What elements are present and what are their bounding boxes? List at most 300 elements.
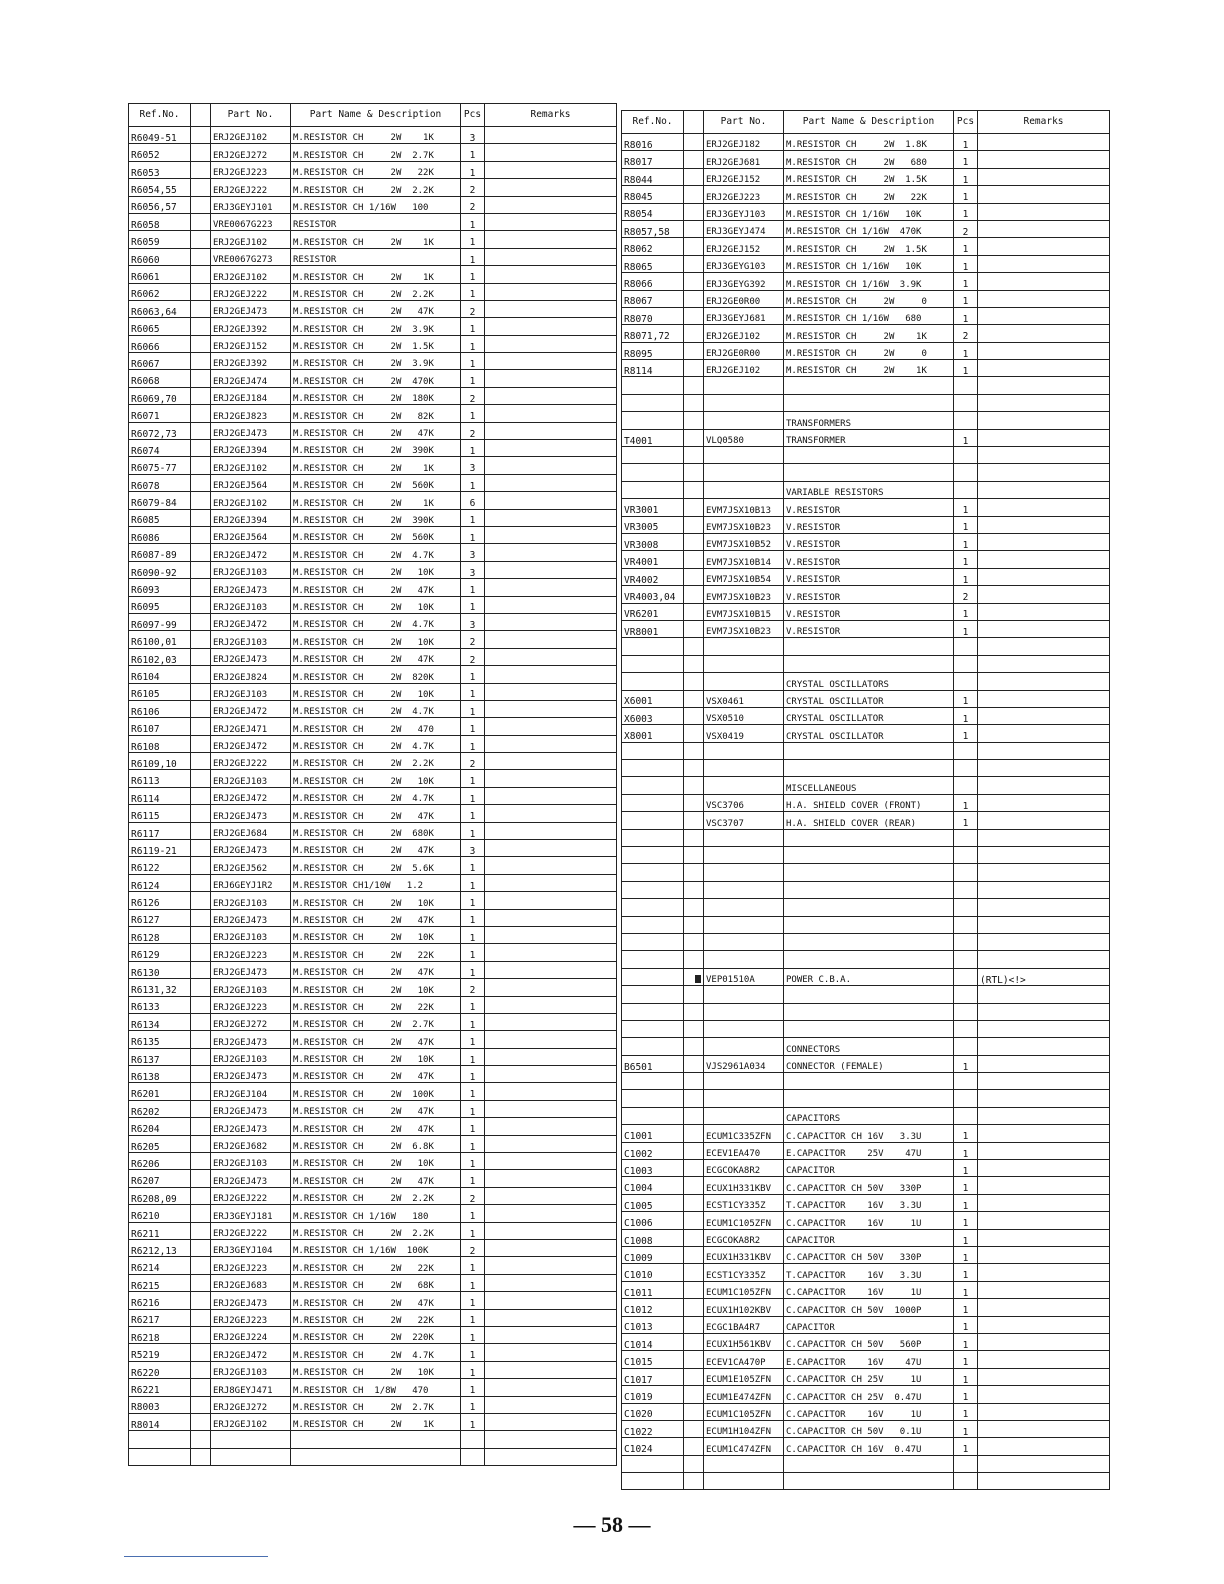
cell-pcs: 1 — [461, 944, 485, 961]
cell-name-desc: C.CAPACITOR 16V 1U — [784, 1281, 954, 1298]
cell-ref-no: R6065 — [129, 318, 191, 335]
cell-mark — [684, 1212, 704, 1229]
cell-part-no: ECUM1C105ZFN — [704, 1403, 784, 1420]
cell-part-no: ERJ2GEJ103 — [211, 926, 291, 943]
cell-ref-no: R5219 — [129, 1344, 191, 1361]
cell-pcs — [954, 760, 978, 777]
cell-name-desc: M.RESISTOR CH 2W 82K — [291, 405, 461, 422]
cell-part-no: ERJ2GEJ103 — [211, 683, 291, 700]
cell-name-desc — [784, 847, 954, 864]
cell-ref-no — [622, 394, 684, 411]
cell-name-desc — [291, 1448, 461, 1465]
table-row — [622, 1403, 1110, 1420]
cell-name-desc: M.RESISTOR CH 2W 47K — [291, 805, 461, 822]
cell-name-desc: M.RESISTOR CH 2W 47K — [291, 648, 461, 665]
cell-pcs: 3 — [461, 457, 485, 474]
cell-ref-no: R6122 — [129, 857, 191, 874]
table-row — [129, 770, 617, 787]
cell-mark — [684, 168, 704, 185]
cell-pcs: 1 — [461, 509, 485, 526]
table-row — [129, 1413, 617, 1430]
cell-ref-no — [622, 968, 684, 985]
cell-ref-no — [622, 1455, 684, 1472]
cell-ref-no: C1013 — [622, 1316, 684, 1333]
cell-remarks — [978, 238, 1110, 255]
cell-part-no: ERJ2GEJ102 — [211, 492, 291, 509]
cell-ref-no — [622, 847, 684, 864]
cell-remarks — [485, 457, 617, 474]
cell-pcs — [954, 655, 978, 672]
cell-ref-no — [622, 986, 684, 1003]
cell-part-no: ERJ2GEJ473 — [211, 1066, 291, 1083]
cell-ref-no: R6114 — [129, 787, 191, 804]
table-row — [129, 127, 617, 144]
table-row — [129, 353, 617, 370]
cell-name-desc: M.RESISTOR CH 2W 2.7K — [291, 1013, 461, 1030]
cell-mark — [191, 1344, 211, 1361]
cell-remarks — [978, 255, 1110, 272]
table-row — [129, 1431, 617, 1448]
cell-remarks — [978, 429, 1110, 446]
cell-mark — [684, 655, 704, 672]
cell-pcs — [954, 899, 978, 916]
cell-part-no: ERJ6GEYJ1R2 — [211, 874, 291, 891]
cell-remarks — [485, 1066, 617, 1083]
cell-name-desc: RESISTOR — [291, 213, 461, 230]
cell-pcs: 1 — [461, 370, 485, 387]
cell-remarks — [978, 1125, 1110, 1142]
cell-ref-no: C1019 — [622, 1386, 684, 1403]
cell-mark — [684, 1333, 704, 1350]
cell-remarks — [978, 777, 1110, 794]
cell-pcs — [954, 412, 978, 429]
cell-ref-no — [622, 464, 684, 481]
cell-ref-no: R6106 — [129, 700, 191, 717]
cell-part-no: ERJ2GEJ392 — [211, 318, 291, 335]
cell-name-desc: M.RESISTOR CH 2W 4.7K — [291, 613, 461, 630]
cell-mark — [191, 1274, 211, 1291]
cell-part-no — [704, 673, 784, 690]
cell-remarks — [978, 725, 1110, 742]
cell-pcs: 3 — [461, 840, 485, 857]
cell-ref-no: VR3008 — [622, 533, 684, 550]
cell-pcs: 1 — [954, 690, 978, 707]
cell-name-desc: M.RESISTOR CH 2W 10K — [291, 926, 461, 943]
table-row — [129, 857, 617, 874]
cell-ref-no: VR3001 — [622, 499, 684, 516]
cell-part-no: ERJ2GEJ684 — [211, 822, 291, 839]
cell-part-no: VSC3707 — [704, 812, 784, 829]
cell-mark — [684, 1003, 704, 1020]
cell-part-no: ECUM1C105ZFN — [704, 1212, 784, 1229]
cell-mark — [684, 1351, 704, 1368]
table-row — [622, 238, 1110, 255]
cell-name-desc: C.CAPACITOR CH 50V 1000P — [784, 1299, 954, 1316]
cell-ref-no — [622, 777, 684, 794]
cell-remarks — [978, 794, 1110, 811]
cell-name-desc — [784, 655, 954, 672]
cell-mark — [684, 690, 704, 707]
cell-name-desc: M.RESISTOR CH 2W 2.7K — [291, 144, 461, 161]
cell-ref-no: VR8001 — [622, 620, 684, 637]
cell-part-no: ERJ2GEJ392 — [211, 353, 291, 370]
cell-part-no: EVM7JSX10B15 — [704, 603, 784, 620]
cell-pcs: 1 — [461, 892, 485, 909]
cell-mark — [684, 220, 704, 237]
cell-part-no: ERJ2GEJ472 — [211, 700, 291, 717]
cell-part-no: ERJ2GEJ102 — [211, 457, 291, 474]
table-row — [129, 666, 617, 683]
cell-remarks — [485, 405, 617, 422]
cell-pcs: 1 — [461, 822, 485, 839]
cell-pcs: 1 — [954, 186, 978, 203]
cell-pcs: 1 — [461, 1083, 485, 1100]
cell-name-desc: M.RESISTOR CH 1/16W 10K — [784, 203, 954, 220]
cell-part-no: ECGC1BA4R7 — [704, 1316, 784, 1333]
cell-mark — [684, 881, 704, 898]
cell-part-no — [704, 1455, 784, 1472]
cell-name-desc: TRANSFORMER — [784, 429, 954, 446]
cell-ref-no: R6214 — [129, 1257, 191, 1274]
cell-remarks — [485, 805, 617, 822]
table-row — [622, 1368, 1110, 1385]
cell-remarks — [485, 1431, 617, 1448]
cell-mark — [191, 544, 211, 561]
cell-part-no: ERJ2GEJ473 — [211, 1170, 291, 1187]
table-row — [622, 134, 1110, 151]
cell-part-no: ERJ2GEJ103 — [211, 1361, 291, 1378]
cell-mark — [684, 1229, 704, 1246]
cell-mark — [684, 1420, 704, 1437]
table-row — [622, 742, 1110, 759]
table-row — [129, 1170, 617, 1187]
table-row — [129, 1448, 617, 1465]
cell-remarks — [978, 1333, 1110, 1350]
cell-part-no: ERJ2GEJ102 — [211, 266, 291, 283]
cell-part-no: ECUM1C474ZFN — [704, 1438, 784, 1455]
table-row — [622, 1020, 1110, 1037]
cell-mark — [191, 1292, 211, 1309]
cell-mark — [191, 492, 211, 509]
cell-pcs: 1 — [954, 1316, 978, 1333]
cell-mark — [191, 213, 211, 230]
table-row — [622, 533, 1110, 550]
cell-pcs: 3 — [461, 127, 485, 144]
cell-part-no — [704, 638, 784, 655]
cell-part-no — [704, 986, 784, 1003]
cell-ref-no: R6119-21 — [129, 840, 191, 857]
cell-mark — [684, 794, 704, 811]
cell-pcs: 1 — [954, 707, 978, 724]
cell-name-desc: M.RESISTOR CH 2W 47K — [291, 1031, 461, 1048]
cell-ref-no: R6137 — [129, 1048, 191, 1065]
cell-part-no: ERJ2GEJ472 — [211, 787, 291, 804]
cell-mark — [191, 474, 211, 491]
cell-remarks — [485, 613, 617, 630]
cell-remarks — [485, 718, 617, 735]
cell-pcs: 1 — [954, 1420, 978, 1437]
cell-pcs — [954, 1090, 978, 1107]
cell-remarks — [485, 353, 617, 370]
cell-pcs: 1 — [461, 1309, 485, 1326]
cell-pcs: 1 — [461, 1135, 485, 1152]
cell-pcs: 1 — [954, 812, 978, 829]
cell-name-desc: C.CAPACITOR CH 25V 1U — [784, 1368, 954, 1385]
cell-name-desc: M.RESISTOR CH 1/16W 470K — [784, 220, 954, 237]
cell-ref-no — [622, 881, 684, 898]
cell-part-no — [704, 864, 784, 881]
cell-mark — [684, 342, 704, 359]
cell-pcs: 1 — [461, 1153, 485, 1170]
cell-pcs: 1 — [954, 429, 978, 446]
cell-remarks — [485, 440, 617, 457]
cell-ref-no: R6131,32 — [129, 979, 191, 996]
cell-name-desc: C.CAPACITOR 16V 1U — [784, 1212, 954, 1229]
cell-remarks — [978, 620, 1110, 637]
table-row — [129, 1135, 617, 1152]
cell-name-desc: M.RESISTOR CH 2W 680 — [784, 151, 954, 168]
table-row — [622, 1090, 1110, 1107]
table-row — [622, 360, 1110, 377]
cell-pcs: 1 — [461, 283, 485, 300]
cell-ref-no: X6001 — [622, 690, 684, 707]
cell-remarks — [485, 196, 617, 213]
cell-part-no — [704, 899, 784, 916]
cell-pcs: 1 — [954, 1247, 978, 1264]
cell-mark — [191, 300, 211, 317]
cell-remarks — [978, 951, 1110, 968]
cell-pcs: 1 — [461, 700, 485, 717]
cell-ref-no: R6115 — [129, 805, 191, 822]
table-row — [129, 700, 617, 717]
cell-ref-no — [622, 951, 684, 968]
cell-mark — [191, 909, 211, 926]
cell-ref-no: R6059 — [129, 231, 191, 248]
cell-part-no — [704, 742, 784, 759]
cell-remarks — [485, 1100, 617, 1117]
cell-name-desc: M.RESISTOR CH 2W 4.7K — [291, 787, 461, 804]
cell-name-desc: M.RESISTOR CH 2W 10K — [291, 892, 461, 909]
table-row — [622, 1003, 1110, 1020]
cell-name-desc: M.RESISTOR CH 2W 47K — [291, 579, 461, 596]
cell-part-no: ECGCOKA8R2 — [704, 1160, 784, 1177]
cell-ref-no — [622, 899, 684, 916]
cell-remarks — [978, 499, 1110, 516]
cell-ref-no: C1003 — [622, 1160, 684, 1177]
cell-part-no: ERJ2GEJ223 — [704, 186, 784, 203]
cell-part-no: ERJ2GEJ474 — [211, 370, 291, 387]
table-row — [129, 561, 617, 578]
cell-name-desc: E.CAPACITOR 25V 47U — [784, 1142, 954, 1159]
table-row — [622, 1055, 1110, 1072]
cell-part-no: ERJ2GEJ682 — [211, 1135, 291, 1152]
cell-ref-no: C1010 — [622, 1264, 684, 1281]
cell-name-desc — [784, 916, 954, 933]
table-row — [622, 429, 1110, 446]
cell-ref-no: VR4001 — [622, 551, 684, 568]
cell-part-no: ERJ2GEJ223 — [211, 996, 291, 1013]
cell-ref-no: R6107 — [129, 718, 191, 735]
table-body — [129, 127, 617, 1466]
cell-pcs — [954, 1003, 978, 1020]
cell-remarks — [485, 1013, 617, 1030]
table-row — [622, 1386, 1110, 1403]
cell-remarks — [485, 1048, 617, 1065]
cell-part-no: ECST1CY335Z — [704, 1194, 784, 1211]
cell-ref-no — [622, 829, 684, 846]
cell-name-desc: M.RESISTOR CH 2W 1.8K — [784, 134, 954, 151]
cell-pcs: 1 — [954, 620, 978, 637]
cell-part-no: ERJ2GEJ104 — [211, 1083, 291, 1100]
table-row — [129, 892, 617, 909]
cell-part-no — [704, 1090, 784, 1107]
cell-name-desc: M.RESISTOR CH 2W 470 — [291, 718, 461, 735]
cell-pcs — [954, 1038, 978, 1055]
cell-remarks — [485, 283, 617, 300]
cell-name-desc: M.RESISTOR CH 2W 47K — [291, 300, 461, 317]
cell-name-desc: M.RESISTOR CH 2W 1K — [291, 492, 461, 509]
cell-pcs: 2 — [954, 325, 978, 342]
cell-remarks — [485, 770, 617, 787]
cell-remarks — [485, 1344, 617, 1361]
table-row — [622, 1351, 1110, 1368]
cell-part-no: ERJ3GEYG392 — [704, 273, 784, 290]
cell-name-desc — [784, 760, 954, 777]
cell-ref-no: X8001 — [622, 725, 684, 742]
table-row — [129, 909, 617, 926]
cell-mark — [191, 405, 211, 422]
cell-ref-no: B6501 — [622, 1055, 684, 1072]
cell-name-desc: C.CAPACITOR CH 50V 560P — [784, 1333, 954, 1350]
cell-name-desc: M.RESISTOR CH 2W 22K — [784, 186, 954, 203]
cell-part-no: ERJ2GEJ152 — [704, 238, 784, 255]
cell-part-no: ERJ2GEJ473 — [211, 1031, 291, 1048]
cell-name-desc: M.RESISTOR CH 2W 560K — [291, 526, 461, 543]
cell-part-no: ERJ2GEJ472 — [211, 613, 291, 630]
cell-mark — [684, 829, 704, 846]
cell-name-desc: M.RESISTOR CH 2W 4.7K — [291, 700, 461, 717]
cell-name-desc — [784, 394, 954, 411]
table-row — [129, 440, 617, 457]
cell-remarks — [485, 1153, 617, 1170]
cell-pcs: 1 — [461, 1379, 485, 1396]
cell-ref-no: X6003 — [622, 707, 684, 724]
cell-name-desc: M.RESISTOR CH 2W 10K — [291, 979, 461, 996]
cell-mark — [191, 1448, 211, 1465]
table-row — [622, 1212, 1110, 1229]
cell-remarks — [978, 986, 1110, 1003]
cell-mark — [684, 1455, 704, 1472]
cell-ref-no: R6079-84 — [129, 492, 191, 509]
cell-part-no — [704, 847, 784, 864]
table-row — [129, 144, 617, 161]
cell-mark — [684, 864, 704, 881]
table-row — [622, 620, 1110, 637]
cell-pcs: 1 — [954, 1281, 978, 1298]
cell-remarks — [485, 1448, 617, 1465]
cell-name-desc: M.RESISTOR CH 1/16W 680 — [784, 307, 954, 324]
cell-pcs: 2 — [461, 753, 485, 770]
cell-mark — [191, 1013, 211, 1030]
cell-pcs: 1 — [954, 725, 978, 742]
cell-part-no — [704, 881, 784, 898]
table-row — [622, 864, 1110, 881]
cell-name-desc: M.RESISTOR CH 1/16W 3.9K — [784, 273, 954, 290]
cell-part-no — [704, 760, 784, 777]
cell-name-desc: CRYSTAL OSCILLATOR — [784, 725, 954, 742]
cell-pcs: 1 — [461, 318, 485, 335]
cell-remarks — [485, 683, 617, 700]
cell-part-no — [704, 829, 784, 846]
cell-part-no — [704, 655, 784, 672]
table-row — [622, 290, 1110, 307]
table-row — [622, 1455, 1110, 1472]
cell-name-desc: M.RESISTOR CH 2W 22K — [291, 1257, 461, 1274]
cell-part-no — [704, 394, 784, 411]
cell-ref-no — [622, 1020, 684, 1037]
cell-ref-no: R8095 — [622, 342, 684, 359]
table-row — [129, 526, 617, 543]
cell-pcs: 2 — [461, 300, 485, 317]
cell-mark — [684, 725, 704, 742]
cell-mark — [684, 603, 704, 620]
table-row — [622, 1194, 1110, 1211]
table-row — [622, 1299, 1110, 1316]
cell-name-desc — [784, 447, 954, 464]
cell-ref-no: C1012 — [622, 1299, 684, 1316]
table-row — [622, 186, 1110, 203]
cell-name-desc: V.RESISTOR — [784, 620, 954, 637]
cell-remarks — [485, 1222, 617, 1239]
header-ref-no: Ref.No. — [622, 111, 684, 134]
cell-mark — [191, 509, 211, 526]
cell-part-no — [211, 1431, 291, 1448]
cell-remarks — [485, 231, 617, 248]
cell-ref-no: R6086 — [129, 526, 191, 543]
cell-mark — [191, 926, 211, 943]
cell-ref-no: R6053 — [129, 161, 191, 178]
cell-part-no — [704, 951, 784, 968]
cell-mark — [684, 377, 704, 394]
table-row — [129, 300, 617, 317]
cell-remarks — [978, 1281, 1110, 1298]
cell-pcs: 1 — [461, 857, 485, 874]
cell-name-desc: M.RESISTOR CH 2W 47K — [291, 1170, 461, 1187]
cell-ref-no: R8054 — [622, 203, 684, 220]
cell-pcs: 1 — [461, 248, 485, 265]
cell-pcs: 1 — [954, 307, 978, 324]
cell-name-desc: M.RESISTOR CH 2W 100K — [291, 1083, 461, 1100]
cell-part-no: ERJ2GEJ564 — [211, 526, 291, 543]
cell-mark — [684, 760, 704, 777]
cell-part-no: VLQ0580 — [704, 429, 784, 446]
cell-part-no: VEP01510A — [704, 968, 784, 985]
cell-ref-no: R6056,57 — [129, 196, 191, 213]
cell-ref-no — [622, 655, 684, 672]
cell-name-desc — [784, 864, 954, 881]
cell-ref-no — [622, 916, 684, 933]
cell-name-desc: CONNECTOR (FEMALE) — [784, 1055, 954, 1072]
cell-mark — [191, 735, 211, 752]
table-row — [622, 707, 1110, 724]
cell-pcs — [461, 1431, 485, 1448]
cell-ref-no — [622, 1038, 684, 1055]
cell-ref-no — [622, 638, 684, 655]
cell-remarks — [978, 1212, 1110, 1229]
cell-part-no: ECUM1C105ZFN — [704, 1281, 784, 1298]
cell-remarks — [978, 655, 1110, 672]
cell-ref-no: VR4002 — [622, 568, 684, 585]
